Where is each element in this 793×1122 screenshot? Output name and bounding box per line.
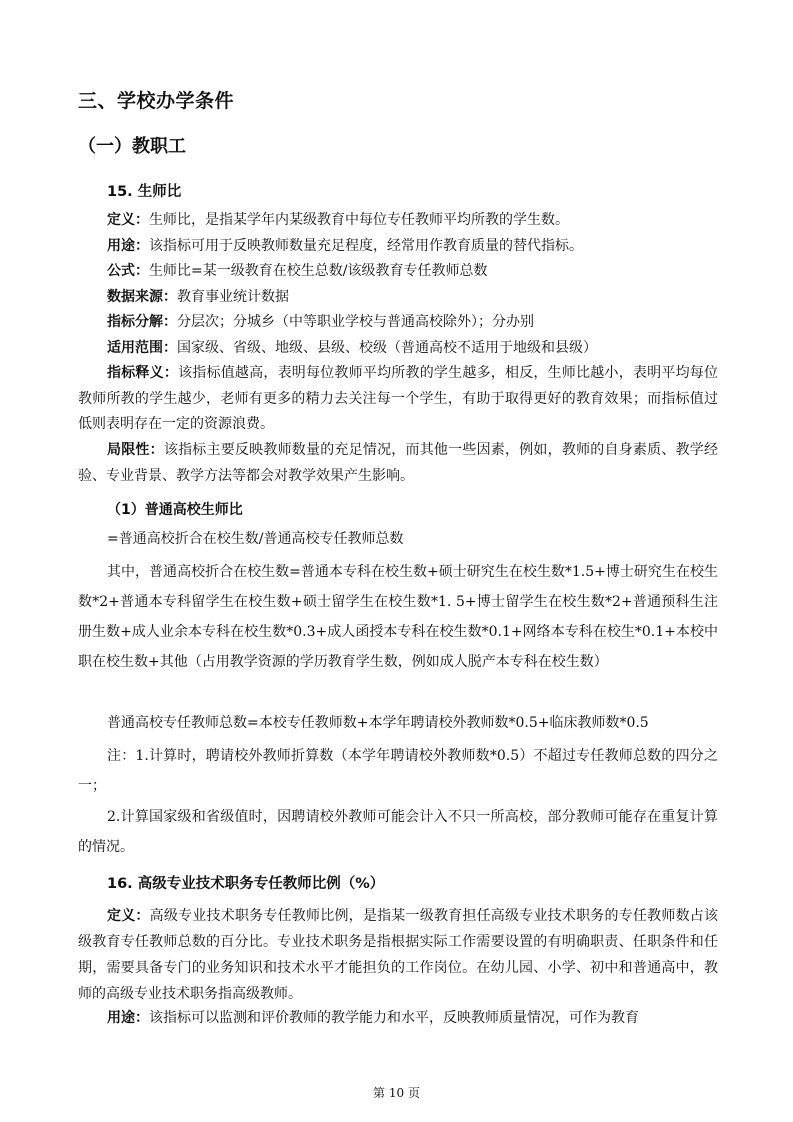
usage-16-label: 用途： bbox=[107, 1010, 149, 1026]
source-paragraph bbox=[78, 285, 718, 311]
source-text: 教育事业统计数据 bbox=[177, 289, 289, 305]
scope-label: 适用范围： bbox=[107, 340, 177, 356]
usage-text: 该指标可用于反映教师数量充足程度，经常用作教育质量的替代指标。 bbox=[149, 238, 583, 254]
scope-text: 国家级、省级、地级、县级、校级（普通高校不适用于地级和县级） bbox=[177, 340, 597, 356]
interpretation-label: 指标释义： bbox=[107, 365, 179, 381]
limitation-paragraph bbox=[78, 438, 718, 489]
usage-paragraph bbox=[78, 234, 718, 260]
breakdown-text: 分层次；分城乡（中等职业学校与普通高校除外）；分办别 bbox=[177, 314, 534, 330]
definition-text: 生师比，是指某学年内某级教育中每位专任教师平均所教的学生数。 bbox=[149, 212, 569, 228]
definition-16-paragraph bbox=[78, 903, 718, 1007]
usage-16-text: 该指标可以监测和评价教师的教学能力和水平，反映教师质量情况，可作为教育 bbox=[149, 1010, 639, 1026]
source-label: 数据来源： bbox=[107, 289, 177, 305]
definition-label: 定义： bbox=[107, 212, 149, 228]
sub-indicator-title: （1）普通高校生师比 bbox=[107, 502, 243, 518]
usage-16-paragraph bbox=[78, 1006, 718, 1032]
limitation-label: 局限性： bbox=[107, 442, 164, 458]
page-number: 第 10 页 bbox=[373, 1086, 420, 1100]
breakdown-label: 指标分解： bbox=[107, 314, 177, 330]
formula-paragraph bbox=[78, 259, 718, 285]
limitation-text: 该指标主要反映教师数量的充足情况，而其他一些因素，例如，教师的自身素质、教学经验、专业背景、教学方法等都会对教学效果产生影响。 bbox=[78, 442, 718, 484]
definition-16-label: 定义： bbox=[107, 908, 150, 924]
formula-text: 生师比=某一级教育在校生总数/该级教育专任教师总数 bbox=[149, 263, 488, 279]
interpretation-paragraph bbox=[78, 361, 718, 438]
breakdown-paragraph bbox=[78, 310, 718, 336]
sub-detail-paragraph: 其中，普通高校折合在校生数=普通本专科在校生数+硕士研究生在校生数*1.5+博士研究生在校生数*2+普通本专科留学生在校生数+硕士留学生在校生数*1. 5+博士留学生在校生数*2+普通预科生注册生数+成人业余本专科在校生数*0.3+成人函授本专科在校生数*0.1+网络本专科在校生*0.1+本校中职在校生数+其他（占用教学资源的学历教育学生数，例如成人脱产本专科在校生数） bbox=[78, 564, 718, 670]
scope-paragraph bbox=[78, 336, 718, 362]
sub-formula: =普通高校折合在校生数/普通高校专任教师总数 bbox=[107, 531, 404, 547]
note-1: 注：1.计算时，聘请校外教师折算数（本学年聘请校外教师数*0.5）不超过专任教师总数的四分之一； bbox=[78, 748, 718, 794]
section-heading: 三、学校办学条件 bbox=[78, 90, 235, 112]
interpretation-text: 该指标值越高，表明每位教师平均所教的学生越多，相反，生师比越小，表明平均每位教师所教的学生越少，老师有更多的精力去关注每一个学生，有助于取得更好的教育效果；而指标值过低则表明存在一定的资源浪费。 bbox=[78, 365, 719, 432]
indicator-15-title: 15. 生师比 bbox=[107, 184, 182, 200]
indicator-16-title: 16. 高级专业技术职务专任教师比例（%） bbox=[107, 876, 385, 892]
usage-label: 用途： bbox=[107, 238, 149, 254]
definition-16-text: 高级专业技术职务专任教师比例，是指某一级教育担任高级专业技术职务的专任教师数占该级教育专任教师总数的百分比。专业技术职务是指根据实际工作需要设置的有明确职责、任职条件和任期，需要具备专门的业务知识和技术水平才能担负的工作岗位。在幼儿园、小学、初中和普通高中，教师的高级专业技术职务指高级教师。 bbox=[78, 908, 719, 1002]
formula-label: 公式： bbox=[107, 263, 149, 279]
note-2: 2.计算国家级和省级值时，因聘请校外教师可能会计入不只一所高校，部分教师可能存在重复计算的情况。 bbox=[78, 809, 718, 855]
subsection-heading: （一）教职工 bbox=[78, 136, 186, 157]
definition-paragraph bbox=[78, 208, 718, 234]
sub-teachers-paragraph: 普通高校专任教师总数=本校专任教师数+本学年聘请校外教师数*0.5+临床教师数*0.5 bbox=[107, 715, 649, 731]
